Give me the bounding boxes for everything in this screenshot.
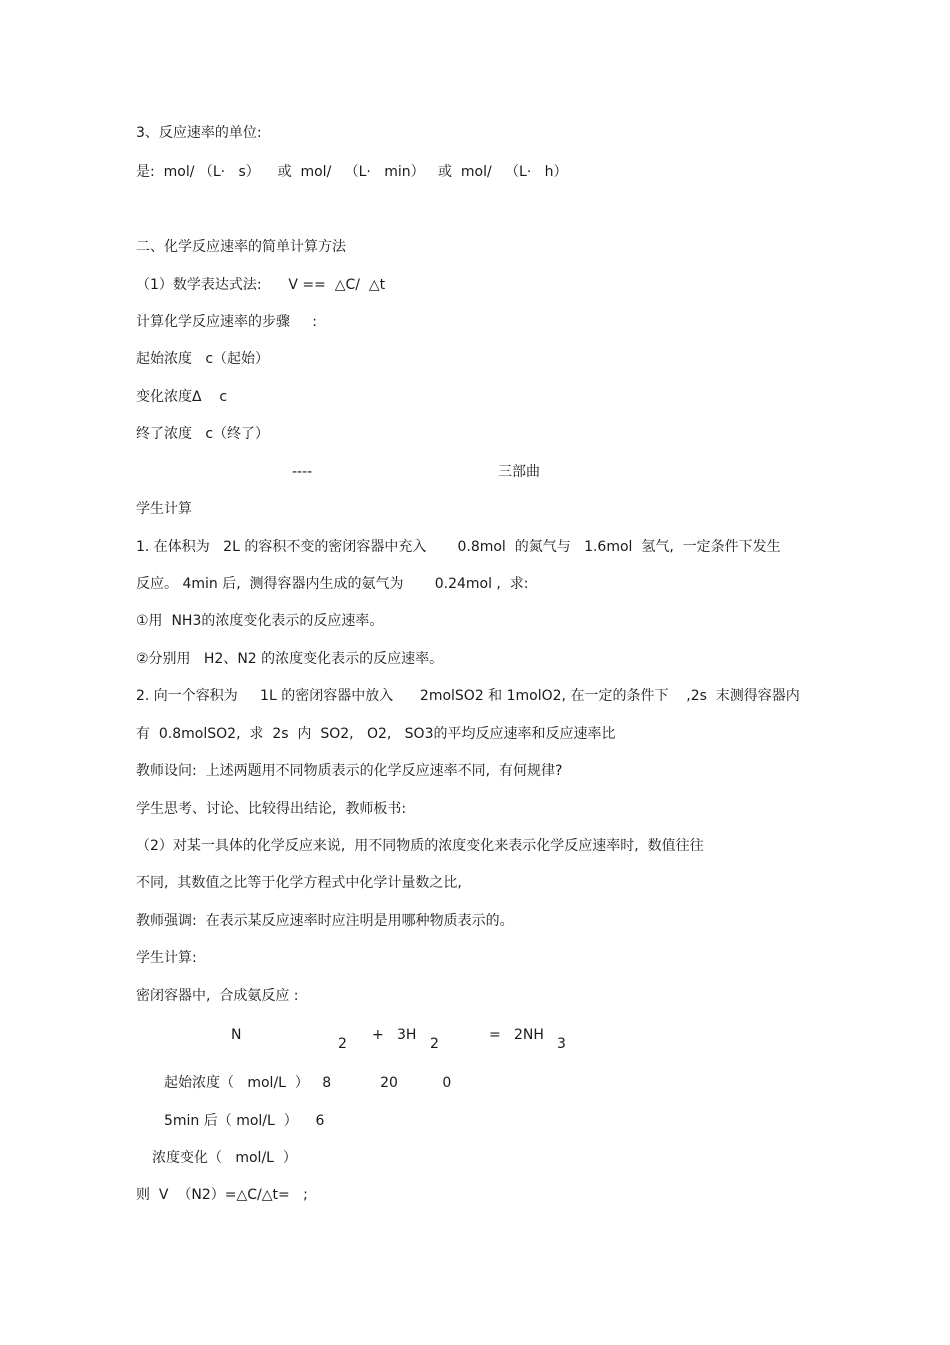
problem-1-line-2: 反应。 4min 后, 测得容器内生成的氨气为 0.24mol , 求: [136, 576, 529, 592]
conclusion-line-1: （2）对某一具体的化学反应来说, 用不同物质的浓度变化来表示化学反应速率时, 数值往往 [136, 838, 704, 854]
teacher-emphasis: 教师强调: 在表示某反应速率时应注明是用哪种物质表示的。 [136, 913, 514, 929]
eq-h: 3H [397, 1027, 417, 1043]
formula-line: （1）数学表达式法: V == △C/ △t [136, 277, 386, 293]
step-initial: 起始浓度 c（起始） [136, 351, 270, 367]
eq-n: N [231, 1027, 242, 1043]
dash-separator: ---- [292, 464, 313, 480]
problem-1-question-1: ①用 NH3的浓度变化表示的反应速率。 [136, 613, 384, 629]
conclusion-line-2: 不同, 其数值之比等于化学方程式中化学计量数之比, [136, 875, 462, 891]
unit-heading: 3、反应速率的单位: [136, 125, 262, 141]
ammonia-intro: 密闭容器中, 合成氨反应 : [136, 988, 299, 1004]
eq-nh: 2NH [514, 1027, 544, 1043]
problem-1-line-1: 1. 在体积为 2L 的容积不变的密闭容器中充入 0.8mol 的氮气与 1.6mol 氢气, 一定条件下发生 [136, 539, 781, 555]
eq-equals: = [489, 1027, 501, 1043]
step-change: 变化浓度Δ c [136, 389, 228, 405]
rate-expression: 则 V （N2）=△C/△t= ; [136, 1187, 308, 1203]
steps-heading: 计算化学反应速率的步骤 : [136, 314, 317, 330]
problem-2-line-2: 有 0.8molSO2, 求 2s 内 SO2, O2, SO3的平均反应速率和反应速率比 [136, 726, 616, 742]
section-heading: 二、化学反应速率的简单计算方法 [136, 239, 346, 255]
eq-nh-sub: 3 [557, 1036, 566, 1052]
problem-2-line-1: 2. 向一个容积为 1L 的密闭容器中放入 2molSO2 和 1molO2, 在一定的条件下 ,2s 末测得容器内 [136, 688, 800, 704]
teacher-question: 教师设问: 上述两题用不同物质表示的化学反应速率不同, 有何规律? [136, 763, 563, 779]
student-discussion: 学生思考、讨论、比较得出结论, 教师板书: [136, 801, 407, 817]
student-calc-2: 学生计算: [136, 950, 197, 966]
table-row-change: 浓度变化（ mol/L ） [152, 1150, 297, 1166]
table-row-initial: 起始浓度（ mol/L ） 8 20 0 [164, 1075, 452, 1091]
unit-values: 是: mol/ （L· s） 或 mol/ （L· min） 或 mol/ （L· h） [136, 164, 568, 180]
trilogy-label: 三部曲 [498, 464, 540, 480]
step-final: 终了浓度 c（终了） [136, 426, 270, 442]
eq-n-sub: 2 [338, 1036, 347, 1052]
eq-h-sub: 2 [430, 1036, 439, 1052]
student-calc-heading: 学生计算 [136, 501, 192, 517]
problem-1-question-2: ②分别用 H2、N2 的浓度变化表示的反应速率。 [136, 651, 444, 667]
table-row-5min: 5min 后（ mol/L ） 6 [164, 1113, 325, 1129]
eq-plus: + [372, 1027, 384, 1043]
